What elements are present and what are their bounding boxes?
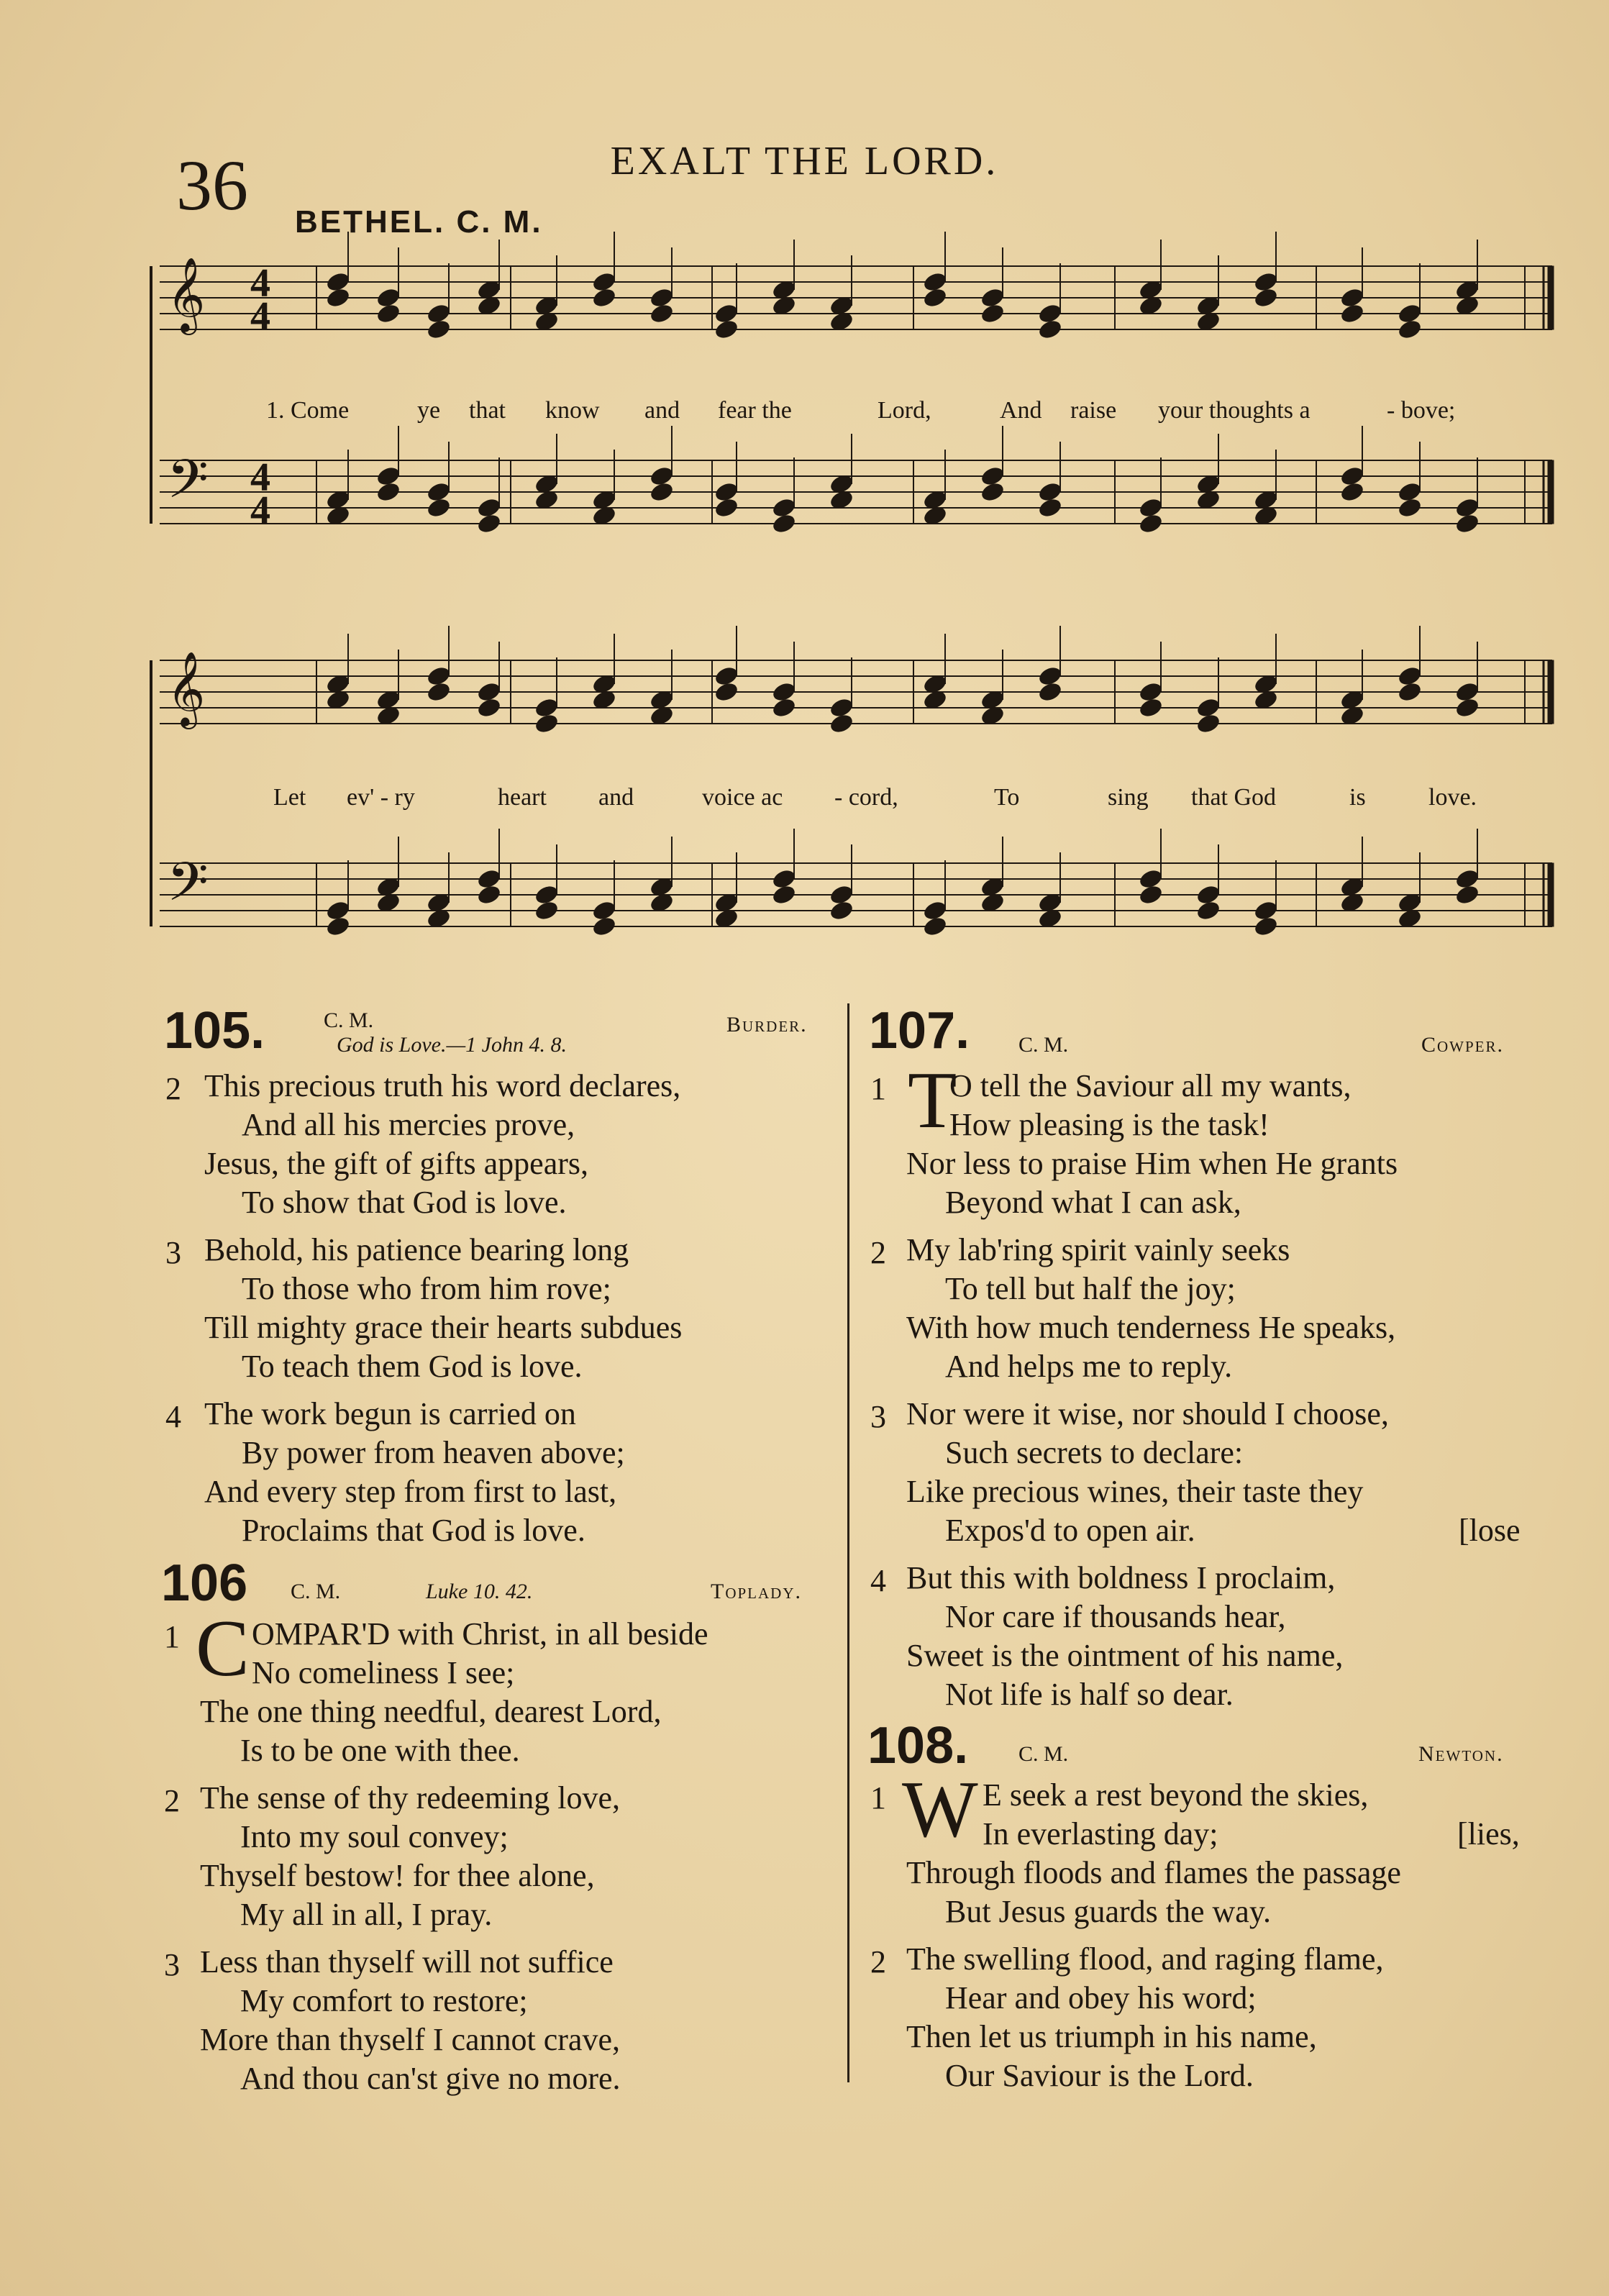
hymn-number: 107. xyxy=(869,1002,970,1060)
verse-line: And every step from first to last, xyxy=(204,1474,617,1509)
note-head xyxy=(1195,697,1221,719)
note-head xyxy=(714,481,739,504)
lyric-syllable: raise xyxy=(1070,397,1117,424)
verse-line: Into my soul convey; xyxy=(240,1819,509,1854)
note-head xyxy=(649,303,675,325)
note-head xyxy=(426,319,452,341)
note-head xyxy=(1397,303,1423,325)
note-head xyxy=(534,884,560,906)
note-head xyxy=(426,303,452,325)
note-head xyxy=(771,868,797,890)
final-bar xyxy=(1548,863,1554,926)
verse-line: In everlasting day; xyxy=(983,1816,1218,1851)
lyric-syllable: Let xyxy=(273,784,306,811)
note-head xyxy=(591,900,617,922)
lyric-syllable: ev' - ry xyxy=(347,784,415,811)
hymn-author: Newton. xyxy=(1418,1742,1504,1766)
time-signature: 4 xyxy=(250,294,270,339)
note-head xyxy=(1037,319,1063,341)
note-head xyxy=(1195,713,1221,735)
lyric-syllable: heart xyxy=(498,784,547,811)
verse-line: Our Saviour is the Lord. xyxy=(945,2058,1254,2093)
note-head xyxy=(922,271,948,293)
note-head xyxy=(980,465,1006,488)
drop-cap: T xyxy=(908,1056,957,1145)
lyric-syllable: is xyxy=(1349,784,1366,811)
note-head xyxy=(476,513,502,535)
note-head xyxy=(426,481,452,504)
note-head xyxy=(426,681,452,703)
note-head xyxy=(325,287,351,309)
verse-line: Nor care if thousands hear, xyxy=(945,1599,1286,1634)
time-signature: 4 xyxy=(250,488,270,533)
clef: 𝄞 xyxy=(167,257,206,332)
hymn-107-header xyxy=(869,1001,970,1060)
verse-line: Nor were it wise, nor should I choose, xyxy=(906,1396,1389,1431)
verse-line: OMPAR'D with Christ, in all beside xyxy=(252,1616,708,1652)
verse-line: But Jesus guards the way. xyxy=(945,1894,1271,1929)
note-head xyxy=(1037,497,1063,519)
note-head xyxy=(1138,681,1164,703)
note-head xyxy=(1454,884,1480,906)
verse-number: 1 xyxy=(164,1619,180,1654)
verse-line: Through floods and flames the passage xyxy=(906,1855,1401,1890)
hymn-scripture: Luke 10. 42. xyxy=(426,1580,533,1603)
note-head xyxy=(1253,916,1279,938)
note-head xyxy=(1037,665,1063,688)
verse-line: Expos'd to open air. xyxy=(945,1513,1195,1548)
verse-line: E seek a rest beyond the skies, xyxy=(983,1777,1369,1813)
verse-line: How pleasing is the task! xyxy=(949,1107,1270,1142)
clef: 𝄞 xyxy=(167,651,206,726)
verse-number: 2 xyxy=(165,1071,181,1106)
running-head: EXALT THE LORD. xyxy=(610,139,999,183)
note-head xyxy=(1138,513,1164,535)
note-head xyxy=(1454,697,1480,719)
note-head xyxy=(771,697,797,719)
note-head xyxy=(375,287,401,309)
verse-line: But this with boldness I proclaim, xyxy=(906,1560,1336,1595)
lyric-syllable: Lord, xyxy=(878,397,931,424)
lyric-syllable: - cord, xyxy=(834,784,898,811)
note-head xyxy=(1397,481,1423,504)
verse-line: The work begun is carried on xyxy=(204,1396,576,1431)
lyric-syllable: ye xyxy=(417,397,441,424)
note-head xyxy=(714,497,739,519)
drop-cap: W xyxy=(902,1765,978,1854)
verse-line: More than thyself I cannot crave, xyxy=(200,2022,620,2057)
verse-line: Like precious wines, their taste they xyxy=(906,1474,1364,1509)
lyric-syllable: sing xyxy=(1108,784,1149,811)
verse-number: 2 xyxy=(870,1944,886,1980)
note-head xyxy=(649,287,675,309)
note-head xyxy=(1397,497,1423,519)
verse-line: Not life is half so dear. xyxy=(945,1677,1234,1712)
note-head xyxy=(1454,513,1480,535)
hymn-105-header xyxy=(164,1001,265,1060)
note-head xyxy=(714,681,739,703)
note-head xyxy=(1195,900,1221,922)
verse-line: Behold, his patience bearing long xyxy=(204,1232,629,1267)
hymn-author: Cowper. xyxy=(1421,1033,1505,1057)
note-head xyxy=(829,713,854,735)
note-head xyxy=(1339,481,1365,504)
note-head xyxy=(1138,697,1164,719)
note-head xyxy=(980,303,1006,325)
note-head xyxy=(591,271,617,293)
lyric-syllable: And xyxy=(1000,397,1042,424)
note-head xyxy=(534,713,560,735)
verse-line: To those who from him rove; xyxy=(242,1271,611,1306)
hymn-meter: C. M. xyxy=(324,1008,374,1032)
note-head xyxy=(476,497,502,519)
note-head xyxy=(325,916,351,938)
time-signature: 4 xyxy=(250,261,270,306)
lyric-syllable: your thoughts a xyxy=(1158,397,1311,424)
verse-number: 3 xyxy=(164,1947,180,1982)
clef: 𝄢 xyxy=(167,448,209,524)
final-bar xyxy=(1548,460,1554,524)
note-head xyxy=(1138,868,1164,890)
clef: 𝄢 xyxy=(167,851,209,926)
verse-line: Jesus, the gift of gifts appears, xyxy=(204,1146,588,1181)
verse-line: Sweet is the ointment of his name, xyxy=(906,1638,1344,1673)
verse-line: My all in all, I pray. xyxy=(240,1897,493,1932)
verse-line: Less than thyself will not suffice xyxy=(200,1944,614,1980)
note-head xyxy=(375,465,401,488)
verse-line: Nor less to praise Him when He grants xyxy=(906,1146,1398,1181)
note-head xyxy=(771,884,797,906)
note-head xyxy=(1454,681,1480,703)
verse-number: 3 xyxy=(165,1235,181,1270)
note-head xyxy=(922,916,948,938)
verse-line: With how much tenderness He speaks, xyxy=(906,1310,1396,1345)
note-head xyxy=(375,481,401,504)
verse-line: By power from heaven above; xyxy=(242,1435,625,1470)
note-head xyxy=(980,287,1006,309)
hymn-author: Toplady. xyxy=(711,1580,802,1603)
verse-line: The one thing needful, dearest Lord, xyxy=(200,1694,662,1729)
lyric-syllable: and xyxy=(598,784,634,811)
lyric-syllable: know xyxy=(545,397,600,424)
verse-number: 3 xyxy=(870,1399,886,1434)
lyric-syllable: - bove; xyxy=(1387,397,1456,424)
note-head xyxy=(1339,303,1365,325)
verse-line: O tell the Saviour all my wants, xyxy=(949,1068,1352,1103)
verse-line: And thou can'st give no more. xyxy=(240,2061,621,2096)
note-head xyxy=(980,481,1006,504)
note-head xyxy=(534,900,560,922)
verse-number: 1 xyxy=(870,1071,886,1106)
note-head xyxy=(476,681,502,703)
note-head xyxy=(1454,868,1480,890)
verse-line: Then let us triumph in his name, xyxy=(906,2019,1317,2054)
verse-line: Till mighty grace their hearts subdues xyxy=(204,1310,683,1345)
lyric-syllable: that God xyxy=(1191,784,1277,811)
verse-line: Beyond what I can ask, xyxy=(945,1185,1241,1220)
verse-line: The sense of thy redeeming love, xyxy=(200,1780,621,1816)
verse-line: Thyself bestow! for thee alone, xyxy=(200,1858,595,1893)
verse-line: My lab'ring spirit vainly seeks xyxy=(906,1232,1290,1267)
verse-line: This precious truth his word declares, xyxy=(204,1068,681,1103)
note-head xyxy=(1339,465,1365,488)
hymn-number: 106 xyxy=(161,1554,248,1612)
note-head xyxy=(1397,681,1423,703)
note-head xyxy=(714,303,739,325)
note-head xyxy=(1397,665,1423,688)
note-head xyxy=(829,900,854,922)
verse-line: Such secrets to declare: xyxy=(945,1435,1244,1470)
verse-line: My comfort to restore; xyxy=(240,1983,528,2018)
lyric-syllable: that xyxy=(469,397,506,424)
note-head xyxy=(771,497,797,519)
drop-cap: C xyxy=(196,1604,250,1693)
hymn-scripture: God is Love.—1 John 4. 8. xyxy=(337,1033,567,1057)
final-bar xyxy=(1548,266,1554,329)
verse-turnover: [lose xyxy=(1459,1513,1521,1548)
hymn-number: 108. xyxy=(867,1717,969,1775)
note-head xyxy=(1454,497,1480,519)
hymn-meter: C. M. xyxy=(1018,1742,1069,1766)
lyric-syllable: fear the xyxy=(718,397,792,424)
note-head xyxy=(1339,287,1365,309)
note-head xyxy=(534,697,560,719)
note-head xyxy=(591,287,617,309)
note-head xyxy=(922,900,948,922)
note-head xyxy=(649,465,675,488)
page-number: 36 xyxy=(176,145,248,225)
note-head xyxy=(375,303,401,325)
lyric-syllable: love. xyxy=(1428,784,1477,811)
note-head xyxy=(1397,319,1423,341)
music-score xyxy=(0,0,1609,993)
hymn-meter: C. M. xyxy=(1018,1033,1069,1057)
verse-number: 2 xyxy=(164,1783,180,1818)
note-head xyxy=(771,513,797,535)
note-head xyxy=(476,884,502,906)
tune-name: BETHEL. C. M. xyxy=(295,204,543,240)
verse-number: 4 xyxy=(165,1399,181,1434)
verse-number: 1 xyxy=(870,1780,886,1816)
note-head xyxy=(1253,271,1279,293)
note-head xyxy=(1037,303,1063,325)
note-head xyxy=(1253,900,1279,922)
verse-number: 2 xyxy=(870,1235,886,1270)
column-divider xyxy=(847,1003,849,2082)
verse-line: No comeliness I see; xyxy=(252,1655,515,1690)
note-head xyxy=(1138,884,1164,906)
note-head xyxy=(426,665,452,688)
verse-line: To tell but half the joy; xyxy=(945,1271,1236,1306)
final-bar xyxy=(1548,660,1554,724)
hymn-number: 105. xyxy=(164,1002,265,1060)
note-head xyxy=(591,916,617,938)
hymn-meter: C. M. xyxy=(291,1580,341,1603)
note-head xyxy=(829,697,854,719)
note-head xyxy=(922,287,948,309)
verse-line: To show that God is love. xyxy=(242,1185,567,1220)
time-signature: 4 xyxy=(250,455,270,500)
note-head xyxy=(1138,497,1164,519)
verse-line: Proclaims that God is love. xyxy=(242,1513,585,1548)
note-head xyxy=(771,681,797,703)
lyric-syllable: and xyxy=(644,397,680,424)
lyric-syllable: To xyxy=(994,784,1020,811)
verse-line: The swelling flood, and raging flame, xyxy=(906,1941,1384,1977)
note-head xyxy=(325,271,351,293)
note-head xyxy=(714,319,739,341)
lyric-syllable: voice ac xyxy=(702,784,783,811)
verse-turnover: [lies, xyxy=(1457,1816,1520,1851)
note-head xyxy=(426,497,452,519)
note-head xyxy=(1037,481,1063,504)
hymn-author: Burder. xyxy=(726,1013,808,1037)
verse-line: And all his mercies prove, xyxy=(242,1107,575,1142)
note-head xyxy=(476,868,502,890)
verse-line: Hear and obey his word; xyxy=(945,1980,1257,2015)
note-head xyxy=(649,481,675,504)
verse-number: 4 xyxy=(870,1563,886,1598)
note-head xyxy=(1195,884,1221,906)
note-head xyxy=(325,900,351,922)
verse-line: And helps me to reply. xyxy=(945,1349,1233,1384)
verse-line: To teach them God is love. xyxy=(242,1349,583,1384)
note-head xyxy=(1037,681,1063,703)
note-head xyxy=(829,884,854,906)
note-head xyxy=(476,697,502,719)
note-head xyxy=(1253,287,1279,309)
verse-line: Is to be one with thee. xyxy=(240,1733,520,1768)
note-head xyxy=(714,665,739,688)
lyric-syllable: 1. Come xyxy=(266,397,350,424)
